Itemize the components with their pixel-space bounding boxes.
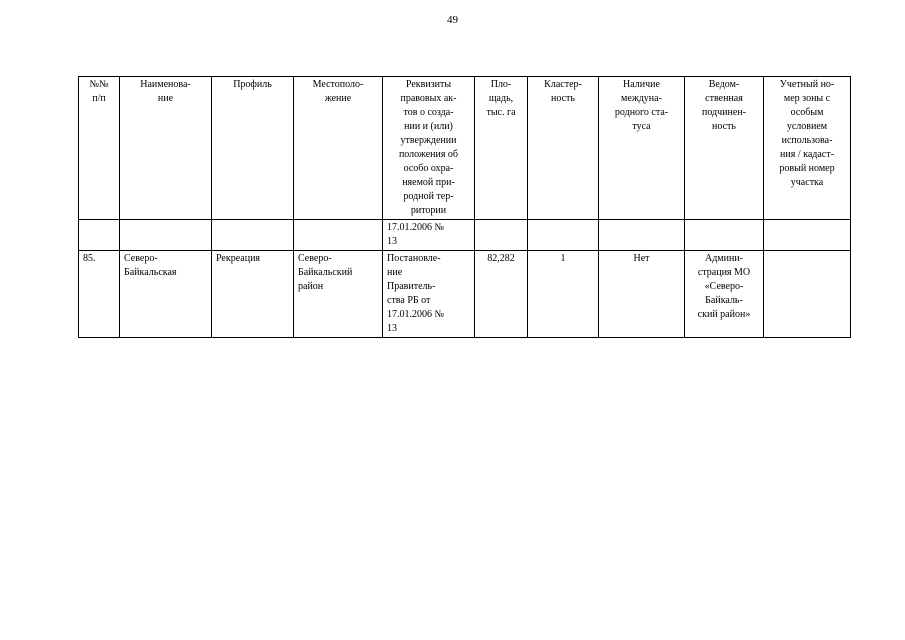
cell-subordination xyxy=(685,220,764,251)
cell-area: 82,282 xyxy=(475,251,528,338)
header-subordination: Ведом- ственная подчинен- ность xyxy=(685,77,764,220)
header-row xyxy=(79,77,851,220)
cell-number: 85. xyxy=(79,251,120,338)
cell-number xyxy=(79,220,120,251)
table-row xyxy=(79,220,851,251)
header-number: №№ п/п xyxy=(79,77,120,220)
cell-profile: Рекреация xyxy=(212,251,294,338)
header-cluster: Кластер- ность xyxy=(528,77,599,220)
cell-cluster xyxy=(528,220,599,251)
cell-international-status: Нет xyxy=(599,251,685,338)
cell-registry-number xyxy=(764,251,851,338)
cell-registry-number xyxy=(764,220,851,251)
cell-profile xyxy=(212,220,294,251)
cell-location xyxy=(294,220,383,251)
header-name: Наименова- ние xyxy=(120,77,212,220)
header-legal-acts: Реквизиты правовых ак- тов о созда- нии и (или) утверждении положения об особо охра- няемой при- родной тер- ритории xyxy=(383,77,475,220)
header-international-status: Наличие междуна- родного ста- туса xyxy=(599,77,685,220)
cell-name xyxy=(120,220,212,251)
cell-legal-acts: Постановле- ние Правитель- ства РБ от 17.01.2006 № 13 xyxy=(383,251,475,338)
cell-location: Северо- Байкальский район xyxy=(294,251,383,338)
protected-areas-table xyxy=(78,76,851,338)
header-location: Местополо- жение xyxy=(294,77,383,220)
cell-international-status xyxy=(599,220,685,251)
cell-subordination: Админи- страция МО «Северо- Байкаль- ский район» xyxy=(685,251,764,338)
header-registry-number: Учетный но- мер зоны с особым условием использова- ния / кадаст- ровый номер участка xyxy=(764,77,851,220)
header-area: Пло- щадь, тыс. га xyxy=(475,77,528,220)
page-number: 49 xyxy=(447,14,458,26)
cell-legal-acts: 17.01.2006 № 13 xyxy=(383,220,475,251)
cell-area xyxy=(475,220,528,251)
table-row xyxy=(79,251,851,338)
cell-name: Северо- Байкальская xyxy=(120,251,212,338)
header-profile: Профиль xyxy=(212,77,294,220)
cell-cluster: 1 xyxy=(528,251,599,338)
